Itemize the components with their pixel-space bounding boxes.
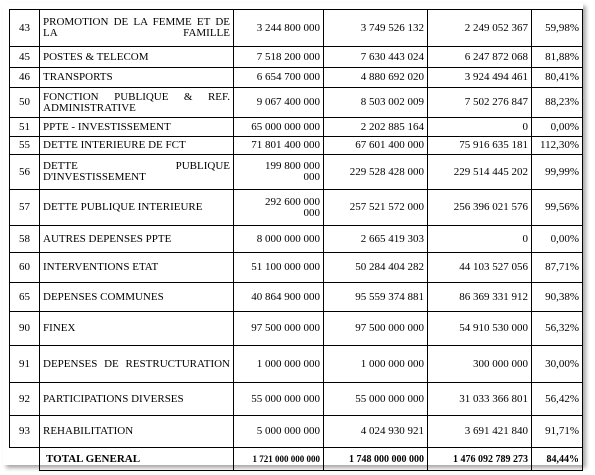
row-code: 55 — [10, 137, 40, 155]
row-executed: 3 924 494 461 — [428, 68, 532, 88]
row-code: 90 — [10, 312, 40, 346]
table-row — [10, 226, 583, 253]
row-code: 91 — [10, 346, 40, 383]
row-rate: 56,32% — [532, 312, 583, 346]
row-budget: 40 864 900 000 — [234, 283, 324, 312]
row-executed: 7 502 276 847 — [428, 88, 532, 118]
row-executed: 75 916 635 181 — [428, 137, 532, 155]
row-rate: 59,98% — [532, 10, 583, 47]
row-label: PROMOTION DE LA FEMME ET DE LA FAMILLE — [40, 10, 234, 47]
row-revised: 67 601 400 000 — [324, 137, 428, 155]
row-executed: 86 369 331 912 — [428, 283, 532, 312]
row-budget: 51 100 000 000 — [234, 253, 324, 283]
row-code: 56 — [10, 155, 40, 190]
table-row — [10, 283, 583, 312]
row-label: TRANSPORTS — [40, 68, 234, 88]
row-rate: 90,38% — [532, 283, 583, 312]
row-revised: 50 284 404 282 — [324, 253, 428, 283]
table-row — [10, 383, 583, 416]
row-rate: 0,00% — [532, 226, 583, 253]
row-budget: 1 000 000 000 — [234, 346, 324, 383]
row-label: FONCTION PUBLIQUE & REF. ADMINISTRATIVE — [40, 88, 234, 118]
table-row — [10, 88, 583, 118]
row-revised: 7 630 443 024 — [324, 47, 428, 68]
table-image-frame — [3, 3, 583, 465]
row-code: 50 — [10, 88, 40, 118]
total-executed: 1 476 092 789 273 — [428, 448, 532, 471]
row-rate: 80,41% — [532, 68, 583, 88]
row-label: REHABILITATION — [40, 416, 234, 448]
row-budget: 7 518 200 000 — [234, 47, 324, 68]
budget-table — [9, 9, 583, 471]
row-budget: 9 067 400 000 — [234, 88, 324, 118]
row-budget: 199 800 000 000 — [234, 155, 324, 190]
row-rate: 56,42% — [532, 383, 583, 416]
row-revised: 2 665 419 303 — [324, 226, 428, 253]
total-rate: 84,44% — [532, 448, 583, 471]
total-row — [10, 448, 583, 471]
row-code: 45 — [10, 47, 40, 68]
table-row — [10, 346, 583, 383]
row-budget: 5 000 000 000 — [234, 416, 324, 448]
row-label: PPTE - INVESTISSEMENT — [40, 118, 234, 137]
total-label: TOTAL GENERAL — [40, 448, 234, 471]
table-row — [10, 190, 583, 226]
row-label: POSTES & TELECOM — [40, 47, 234, 68]
row-budget: 8 000 000 000 — [234, 226, 324, 253]
row-label: DETTE INTERIEURE DE FCT — [40, 137, 234, 155]
row-revised: 229 528 428 000 — [324, 155, 428, 190]
row-code: 65 — [10, 283, 40, 312]
row-budget: 65 000 000 000 — [234, 118, 324, 137]
row-executed: 300 000 000 — [428, 346, 532, 383]
row-budget: 55 000 000 000 — [234, 383, 324, 416]
row-label: FINEX — [40, 312, 234, 346]
row-rate: 0,00% — [532, 118, 583, 137]
row-rate: 99,56% — [532, 190, 583, 226]
row-code: 60 — [10, 253, 40, 283]
row-code: 58 — [10, 226, 40, 253]
row-executed: 0 — [428, 226, 532, 253]
row-executed: 31 033 366 801 — [428, 383, 532, 416]
table-row — [10, 118, 583, 137]
row-code: 57 — [10, 190, 40, 226]
total-budget: 1 721 000 000 000 — [234, 448, 324, 471]
row-budget: 292 600 000 000 — [234, 190, 324, 226]
row-code: 46 — [10, 68, 40, 88]
table-row — [10, 155, 583, 190]
row-code: 93 — [10, 416, 40, 448]
row-label: INTERVENTIONS ETAT — [40, 253, 234, 283]
row-label: DETTE PUBLIQUE D'INVESTISSEMENT — [40, 155, 234, 190]
table-row — [10, 10, 583, 47]
table-row — [10, 68, 583, 88]
row-code: 92 — [10, 383, 40, 416]
row-executed: 6 247 872 068 — [428, 47, 532, 68]
row-revised: 55 000 000 000 — [324, 383, 428, 416]
row-code: 51 — [10, 118, 40, 137]
row-revised: 95 559 374 881 — [324, 283, 428, 312]
total-revised: 1 748 000 000 000 — [324, 448, 428, 471]
row-revised: 3 749 526 132 — [324, 10, 428, 47]
row-rate: 30,00% — [532, 346, 583, 383]
table-row — [10, 416, 583, 448]
row-label: DEPENSES DE RESTRUCTURATION — [40, 346, 234, 383]
row-code: 43 — [10, 10, 40, 47]
row-revised: 8 503 002 009 — [324, 88, 428, 118]
row-budget: 3 244 800 000 — [234, 10, 324, 47]
table-row — [10, 312, 583, 346]
row-executed: 2 249 052 367 — [428, 10, 532, 47]
table-body — [10, 10, 583, 471]
row-label: PARTICIPATIONS DIVERSES — [40, 383, 234, 416]
row-budget: 97 500 000 000 — [234, 312, 324, 346]
row-budget: 71 801 400 000 — [234, 137, 324, 155]
row-label: AUTRES DEPENSES PPTE — [40, 226, 234, 253]
row-revised: 97 500 000 000 — [324, 312, 428, 346]
row-executed: 0 — [428, 118, 532, 137]
row-revised: 257 521 572 000 — [324, 190, 428, 226]
row-rate: 112,30% — [532, 137, 583, 155]
row-executed: 44 103 527 056 — [428, 253, 532, 283]
table-row — [10, 137, 583, 155]
table-row — [10, 253, 583, 283]
table-row — [10, 47, 583, 68]
row-rate: 91,71% — [532, 416, 583, 448]
row-rate: 81,88% — [532, 47, 583, 68]
row-executed: 229 514 445 202 — [428, 155, 532, 190]
row-revised: 1 000 000 000 — [324, 346, 428, 383]
row-rate: 87,71% — [532, 253, 583, 283]
row-rate: 88,23% — [532, 88, 583, 118]
row-label: DEPENSES COMMUNES — [40, 283, 234, 312]
row-rate: 99,99% — [532, 155, 583, 190]
row-revised: 4 880 692 020 — [324, 68, 428, 88]
row-executed: 3 691 421 840 — [428, 416, 532, 448]
total-spacer — [10, 448, 40, 471]
row-budget: 6 654 700 000 — [234, 68, 324, 88]
row-executed: 54 910 530 000 — [428, 312, 532, 346]
row-revised: 4 024 930 921 — [324, 416, 428, 448]
row-executed: 256 396 021 576 — [428, 190, 532, 226]
row-revised: 2 202 885 164 — [324, 118, 428, 137]
row-label: DETTE PUBLIQUE INTERIEURE — [40, 190, 234, 226]
